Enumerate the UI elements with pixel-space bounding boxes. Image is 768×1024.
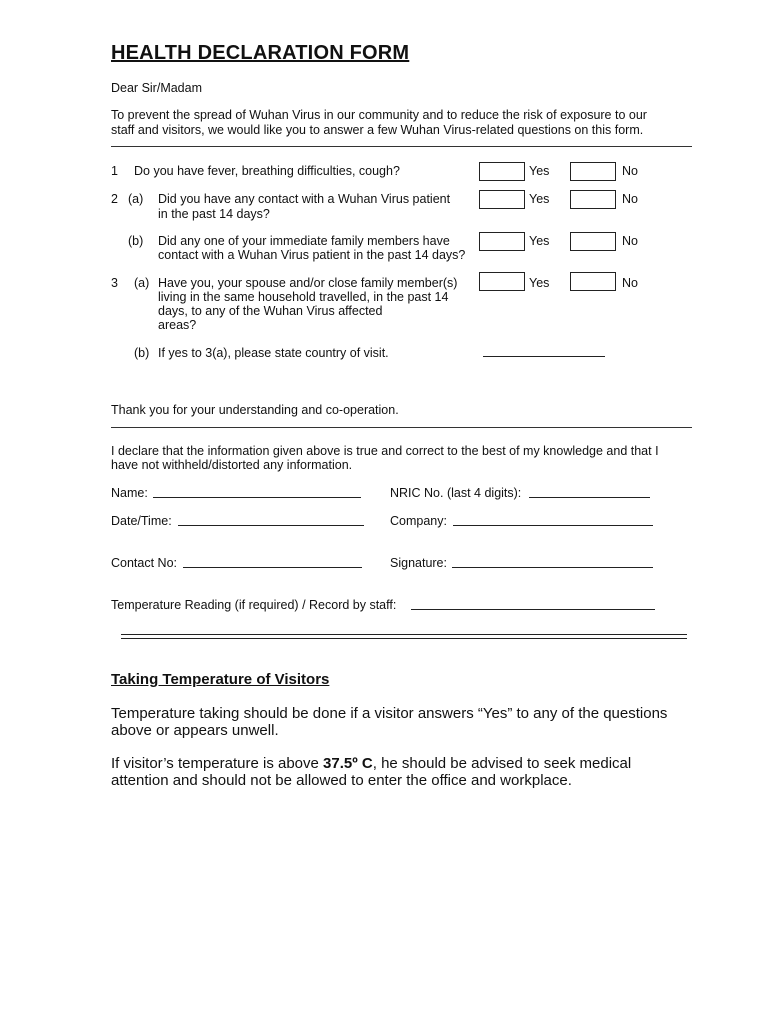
- question-2a-yes-label: Yes: [529, 192, 550, 206]
- question-1-no-checkbox[interactable]: [570, 162, 616, 181]
- question-3a-text-line-2: living in the same household travelled, in the past 14: [158, 290, 449, 304]
- question-1-yes-checkbox[interactable]: [479, 162, 525, 181]
- question-3a-text-line-3: days, to any of the Wuhan Virus affected: [158, 304, 383, 318]
- temperature-threshold: 37.5º C: [323, 755, 373, 772]
- question-3b-text: If yes to 3(a), please state country of visit.: [158, 346, 389, 360]
- guidance-para-1-line-2: above or appears unwell.: [111, 722, 279, 739]
- question-2a-yes-checkbox[interactable]: [479, 190, 525, 209]
- double-divider-bottom: [121, 638, 687, 639]
- country-of-visit-input[interactable]: [483, 356, 605, 357]
- guidance-heading: Taking Temperature of Visitors: [111, 671, 330, 688]
- datetime-field-label: [111, 514, 172, 528]
- signature-field[interactable]: [452, 567, 653, 568]
- salutation: Dear Sir/Madam: [111, 81, 202, 95]
- question-3b-sub: (b): [134, 346, 150, 360]
- company-field-label: [390, 514, 447, 528]
- nric-label: NRIC No. (last 4 digits):: [390, 486, 522, 500]
- nric-field[interactable]: [529, 497, 650, 498]
- question-1-number: 1: [111, 164, 118, 178]
- divider: [111, 146, 692, 147]
- signature-label: Signature:: [390, 556, 447, 570]
- question-3a-no-checkbox[interactable]: [570, 272, 616, 291]
- question-3a-yes-checkbox[interactable]: [479, 272, 525, 291]
- datetime-label: Date/Time:: [111, 514, 172, 528]
- question-3-number: 3: [111, 276, 118, 290]
- question-1-yes-label: Yes: [529, 164, 550, 178]
- question-2b-no-label: No: [622, 234, 638, 248]
- company-label: Company:: [390, 514, 447, 528]
- temperature-field[interactable]: [411, 609, 655, 610]
- question-3a-text-line-1: Have you, your spouse and/or close family member(s): [158, 276, 458, 290]
- signature-field-label: [390, 556, 447, 570]
- guidance-para-2-line-1: [111, 755, 631, 772]
- datetime-field[interactable]: [178, 525, 364, 526]
- guidance-para-1-line-1: Temperature taking should be done if a visitor answers “Yes” to any of the questions: [111, 705, 668, 722]
- question-2b-text-line-1: Did any one of your immediate family members have: [158, 234, 450, 248]
- intro-text-line-1: To prevent the spread of Wuhan Virus in our community and to reduce the risk of exposure to our: [111, 108, 647, 122]
- question-3a-sub: (a): [134, 276, 150, 290]
- question-3a-text-line-4: areas?: [158, 318, 197, 332]
- declaration-line-2: have not withheld/distorted any information.: [111, 458, 353, 472]
- thanks-text: Thank you for your understanding and co-operation.: [111, 403, 399, 417]
- company-field[interactable]: [453, 525, 653, 526]
- question-3a-no-label: No: [622, 276, 638, 290]
- question-1-text: Do you have fever, breathing difficulties, cough?: [134, 164, 400, 178]
- question-2a-text-line-1: Did you have any contact with a Wuhan Virus patient: [158, 192, 451, 206]
- name-field[interactable]: [153, 497, 361, 498]
- question-3a-yes-label: Yes: [529, 276, 550, 290]
- guidance-para-2-pre: If visitor’s temperature is above: [111, 755, 324, 772]
- guidance-para-2-post: , he should be advised to seek medical: [372, 755, 632, 772]
- question-2a-text-line-2: in the past 14 days?: [158, 207, 270, 221]
- question-2a-sub: (a): [128, 192, 144, 206]
- intro-text-line-2: staff and visitors, we would like you to answer a few Wuhan Virus-related questions on this form.: [111, 123, 644, 137]
- question-2b-no-checkbox[interactable]: [570, 232, 616, 251]
- page-title: HEALTH DECLARATION FORM: [111, 42, 410, 64]
- double-divider-top: [121, 634, 687, 635]
- question-2b-yes-label: Yes: [529, 234, 550, 248]
- contact-field[interactable]: [183, 567, 362, 568]
- question-2b-sub: (b): [128, 234, 144, 248]
- question-2b-text-line-2: contact with a Wuhan Virus patient in the past 14 days?: [158, 248, 466, 262]
- contact-field-label: [111, 556, 177, 570]
- temperature-field-label: [111, 598, 396, 612]
- question-2a-no-label: No: [622, 192, 638, 206]
- name-label: Name:: [111, 486, 148, 500]
- question-2-number: 2: [111, 192, 118, 206]
- question-2a-no-checkbox[interactable]: [570, 190, 616, 209]
- nric-field-label: [390, 486, 521, 500]
- name-field-label: [111, 486, 148, 500]
- declaration-line-1: I declare that the information given above is true and correct to the best of my knowledge and that I: [111, 444, 659, 458]
- divider: [111, 427, 692, 428]
- temperature-label: Temperature Reading (if required) / Record by staff:: [111, 598, 397, 612]
- guidance-para-2-line-2: attention and should not be allowed to enter the office and workplace.: [111, 772, 572, 789]
- contact-label: Contact No:: [111, 556, 178, 570]
- question-2b-yes-checkbox[interactable]: [479, 232, 525, 251]
- question-1-no-label: No: [622, 164, 638, 178]
